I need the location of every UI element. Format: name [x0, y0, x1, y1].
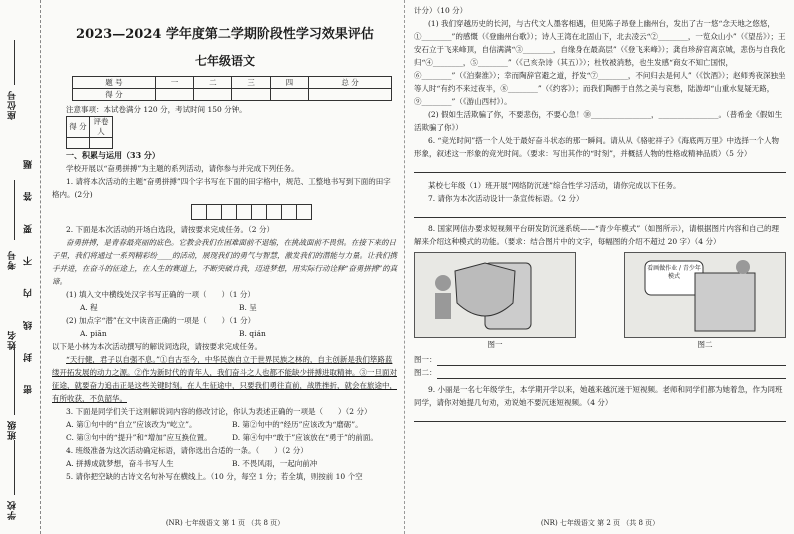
class-line [14, 345, 15, 415]
grader-header: 评卷人 [90, 117, 113, 138]
figure-2-caption: 图二 [697, 340, 713, 349]
opening-passage: 奋勇拼搏，是青春最亮丽的底色。它教会我们在困难面前不退缩，在挑战面前不畏惧。在接下来的日子里，我们将通过一系列精彩纷____的活动，展现我们的勇气与智慧，激发我们的潜能与力量。让我们携手并进，在奋斗的征途上，在人生的赛道上，不断突破自我，迈进梦想，用实际行动诠释“奋勇拼搏”的真谛。 [52, 238, 398, 286]
page-2-footer: (NR) 七年级语文 第 2 页 （共 8 页） [540, 519, 660, 527]
score-cell[interactable] [270, 89, 308, 101]
grader-cell[interactable] [90, 138, 113, 149]
seal-line-text: 密 封 线 内 不 要 答 题 [24, 150, 34, 394]
page-1-footer: (NR) 七年级语文 第 1 页 （共 8 页） [165, 519, 285, 527]
section-3-intro: 某校七年级（1）班开展“网络防沉迷”综合性学习活动，请你完成以下任务。 [428, 181, 681, 190]
answer-line[interactable] [437, 353, 787, 366]
question-2-2: (2) 加点字“潜”在文中读音正确的一项是（ ）（1 分） [66, 316, 256, 325]
figure-row [414, 252, 786, 351]
answer-line[interactable] [414, 205, 786, 218]
exam-title: 2023—2024 学年度第二学期阶段性学习效果评估 [76, 27, 374, 42]
figure-2 [624, 252, 786, 338]
option: A. piān [80, 329, 107, 338]
grader-table [66, 116, 113, 149]
question-2-1: (1) 填入文中横线处汉字书写正确的一项（ ）（1 分） [66, 290, 255, 299]
question-5-continued: 计分）（10 分） [414, 6, 468, 15]
score-header-cell: 二 [194, 77, 232, 89]
figure-2-speech: 看画做作业 / 青少年模式 [647, 265, 701, 280]
option: B. 不畏风雨，一起向前冲 [232, 459, 318, 468]
option: B. 第②句中的“经历”应该改为“磨砺”。 [232, 420, 363, 429]
exam-note: 注意事项：本试卷满分 120 分，考试时间 150 分钟。 [66, 105, 247, 114]
grader-cell[interactable] [67, 138, 90, 149]
question-9: 9. 小丽是一名七年级学生，本学期开学以来，她越来越沉迷于短视频。老师和同学们都为她着急，作为同班同学，请你对她提几句劝，劝说她不要沉迷短视频。（4 分） [414, 385, 783, 407]
school-line [14, 440, 15, 495]
seat-number-line [14, 40, 15, 85]
commentary-quote: “天行健，君子以自强不息。”①自古至今，中华民族自立于世界民族之林的，自主创新是我们筚路蓝缕开拓发展的动力之源。②作为新时代的青年人，我们奋斗之人也都不能缺少拼搏进取精神。③一旦面对征途，就要奋力追击正是这些关键时刻。在人生征途中，只要我们勇往直前，战胜挫折，就会在旅途中，有所收获，不负韶华。 [52, 355, 397, 403]
answer-label-2: 图二： [414, 368, 437, 377]
option: D. 第④句中“敢于”应该放在“勇于”的前面。 [232, 433, 378, 442]
page-1 [52, 4, 398, 483]
answer-line[interactable] [414, 409, 786, 422]
tianzige-grid[interactable] [192, 204, 398, 220]
option: C. 第③句中的“提升”和“增加”应互换位置。 [66, 433, 212, 442]
score-cell[interactable] [232, 89, 270, 101]
question-2: 2. 下面是本次活动的开场白选段，请按要求完成任务。（2 分） [66, 225, 274, 234]
question-6: 6. “竞光时间”搭一个人处于最好奋斗状态的那一瞬间。请从从《骆驼祥子》《海底两万里》中选择一个人物形象，叙述这一形象的竞光时间。（要求：写出其作的“时刻”，并概括人物的性格或精神品质）（5 分） [414, 136, 779, 158]
exam-subtitle: 七年级语文 [194, 54, 255, 68]
score-cell[interactable] [309, 89, 392, 101]
score-table [72, 76, 392, 101]
question-1: 1. 请将本次活动的主题“奋勇拼搏”四个字书写在下面的田字格中，规范、工整地书写到下面的田字格内。(2分) [52, 177, 391, 199]
question-8: 8. 国家网信办要求短视频平台研发防沉迷系统——“青少年模式”（如图所示），请根据图片内容和自己的理解来介绍这种模式的功能。（要求：结合图片中的文字，每幅图的介绍不超过 20 字）（4 分） [414, 224, 779, 246]
option: B. qián [239, 329, 266, 338]
option: A. 第①句中的“自立”应该改为“屹立”。 [66, 420, 197, 429]
score-cell[interactable] [194, 89, 232, 101]
binding-strip [0, 0, 41, 534]
commentary-intro: 以下是小林为本次活动撰写的解说词选段，请按要求完成任务。 [52, 342, 262, 351]
option: A. 拼搏成就梦想，奋斗书写人生 [66, 459, 174, 468]
score-header-cell: 四 [270, 77, 308, 89]
exam-number-line [14, 180, 15, 240]
question-3: 3. 下面是同学们关于这则解说词内容的修改讨论，你认为表述正确的一项是（ ）（2 分） [66, 407, 372, 416]
question-5: 5. 请你把空缺的古诗文名句补写在横线上。（10 分，每空 1 分；若全填，则按前 10 个空 [66, 472, 363, 481]
question-7: 7. 请你为本次活动设计一条宣传标语。（2 分） [428, 194, 584, 203]
poem-fill-in-2: (2) 假如生活欺骗了你，不要悲伤，不要心急！⑩________________，________________。（普希金《假如生活欺骗了你》） [414, 110, 783, 132]
figure-1 [414, 252, 576, 338]
seat-number-label: 座位号 [8, 90, 18, 120]
figure-1-caption: 图一 [487, 340, 503, 349]
page-divider [404, 0, 405, 534]
answer-label-1: 图一： [414, 355, 437, 364]
score-header-cell: 总 分 [309, 77, 392, 89]
option: A. 程 [80, 303, 98, 312]
school-label: 学校 [8, 500, 18, 520]
question-4: 4. 班级准备为这次活动确定标语，请你选出合适的一条。（ ）（2 分） [66, 446, 308, 455]
answer-line[interactable] [437, 366, 787, 379]
name-label: 姓名 [8, 330, 18, 350]
shield-phone-icon [415, 253, 575, 337]
class-label: 班级 [8, 420, 18, 440]
option: B. 呈 [239, 303, 257, 312]
score-header-cell: 一 [155, 77, 193, 89]
grader-header: 得 分 [67, 117, 90, 138]
score-header-cell: 题 号 [73, 77, 156, 89]
score-cell[interactable] [155, 89, 193, 101]
score-row-label: 得 分 [73, 89, 156, 101]
page-2 [414, 4, 786, 422]
activity-intro: 学校开展以“奋勇拼搏”为主题的系列活动，请你参与并完成下列任务。 [66, 164, 299, 173]
exam-number-label: 考号 [8, 250, 18, 270]
section-1-heading: 一、积累与运用（33 分） [66, 150, 160, 160]
score-header-cell: 三 [232, 77, 270, 89]
answer-line[interactable] [414, 160, 786, 173]
poem-fill-in: (1) 我们穿越历史的长河，与古代文人墨客相遇，但见陈子昂登上幽州台，发出了古一悠“念天地之悠悠，①________”的感慨（《登幽州台歌》）；诗人王湾在北固山下，北去凌云“②________，一览众山小”（《望岳》）；王安石立于飞来峰顶，自信满满“③________，自缘身在最高层”（《登飞来峰》）；龚自珍辞官离京城，悲伤与自我化归“④________，⑤________”（《己亥杂诗（其五）》）；杜牧被消愁，也生发感“商女不知亡国恨，⑥________”（《泊秦淮》）；幸而陶辞官避之道，抒发“⑦________，不问归去是何人”（《饮酒》）；赵师秀夜深独坐等人时“有约不来过夜半，⑧________”（《约客》）；而我们陶醉于自然之美与哀愁，陆游却“山重水复疑无路，⑨________”（《游山西村》）。 [414, 19, 786, 106]
